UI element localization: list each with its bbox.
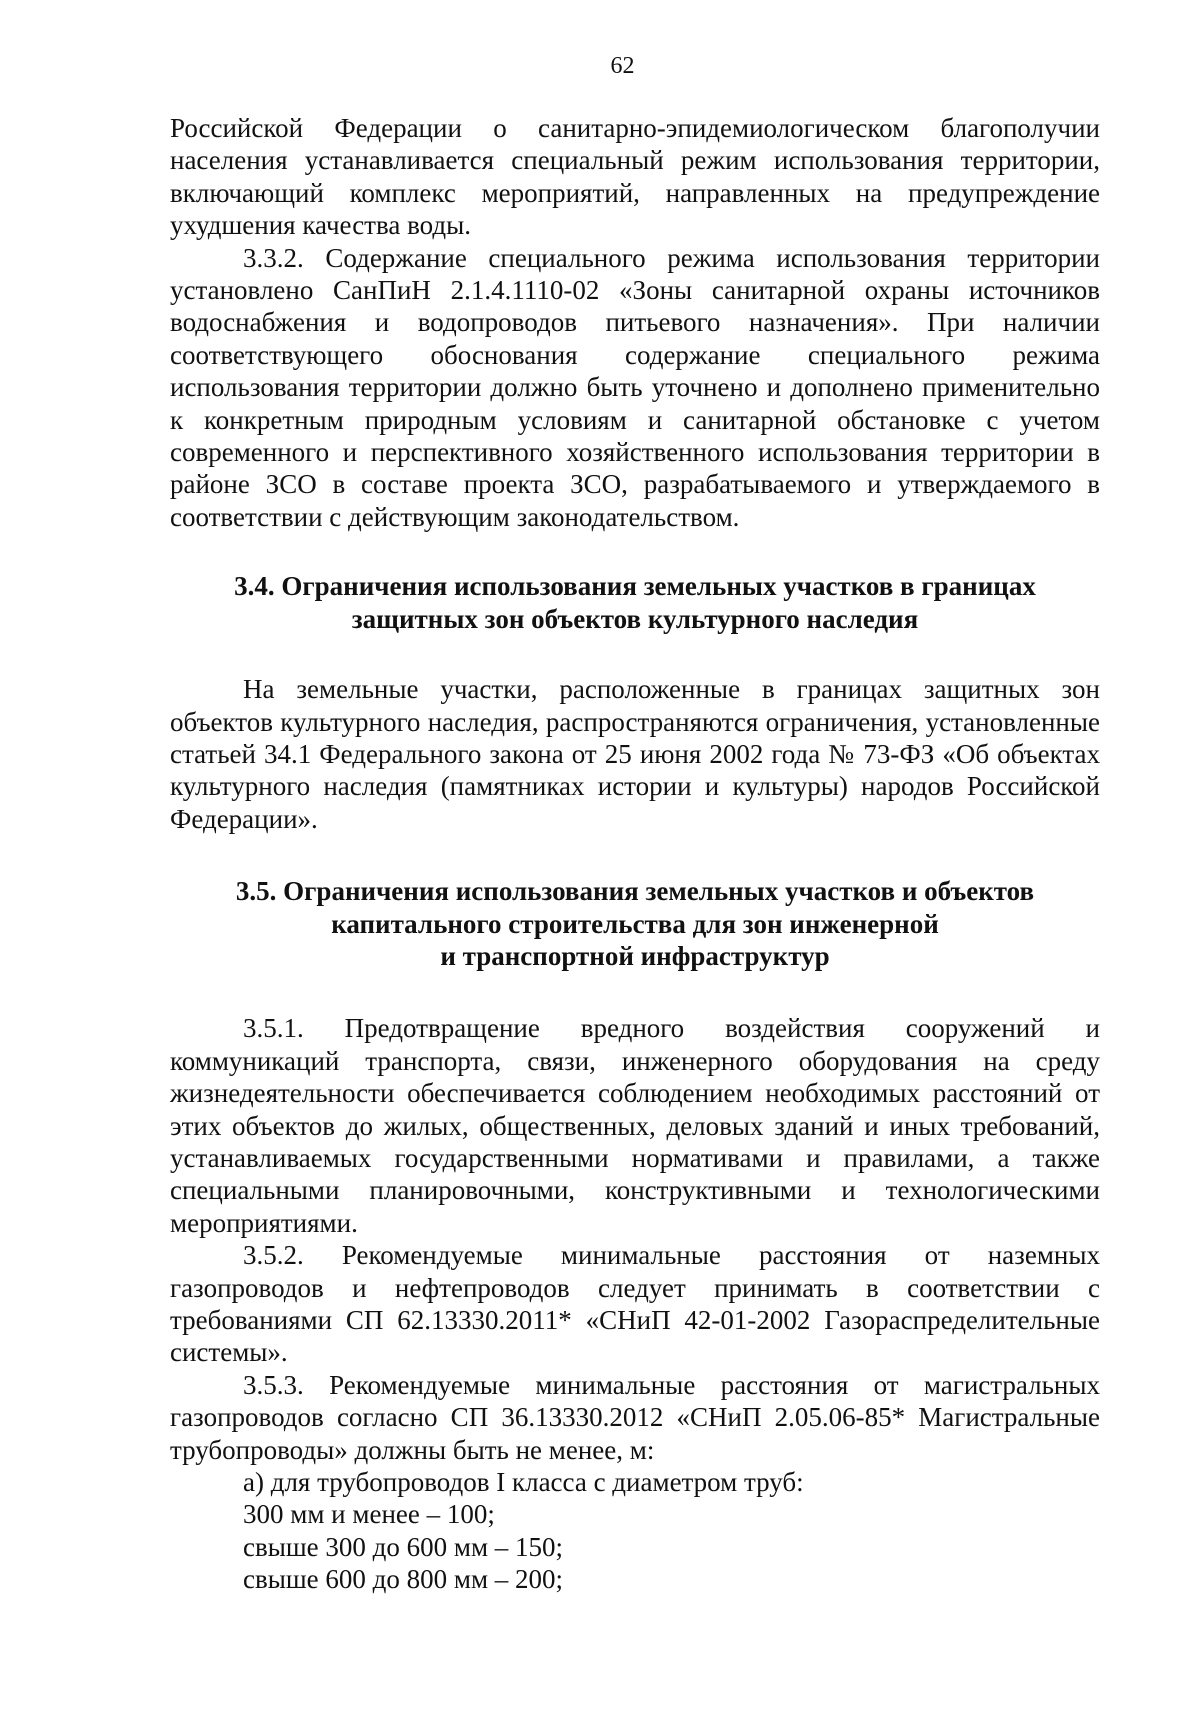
paragraph-3-5-3: 3.5.3. Рекомендуемые минимальные расстояния от магистральных газопроводов согласно СП 36.13330.2012 «СНиП 2.05.06-85* Магистральные трубопроводы» должны быть не менее, м: — [170, 1369, 1100, 1465]
heading-3-5-line-3: и транспортной инфраструктур — [440, 940, 830, 971]
paragraph-3-5-2: 3.5.2. Рекомендуемые минимальные расстояния от наземных газопроводов и нефтепроводов следует принимать в соответствии с требованиями СП 62.13330.2011* «СНиП 42-01-2002 Газораспределительные системы». — [170, 1240, 1100, 1368]
heading-3-4-line-2: защитных зон объектов культурного наследия — [351, 603, 919, 634]
heading-3-5-line-2: капитального строительства для зон инженерной — [331, 908, 939, 939]
section-heading-3-4 — [170, 570, 1100, 635]
page-content — [170, 112, 1100, 1596]
list-item: 300 мм и менее – 100; — [243, 1499, 495, 1530]
list-item: свыше 300 до 600 мм – 150; — [243, 1531, 564, 1562]
paragraph-3-5-1: 3.5.1. Предотвращение вредного воздействия сооружений и коммуникаций транспорта, связи, инженерного оборудования на среду жизнедеятельности обеспечивается соблюдением необходимых расстояний от этих объектов до жилых, общественных, деловых зданий и иных требований, устанавливаемых государственными нормативами и правилами, а также специальными планировочными, конструктивными и технологическими мероприятиями. — [170, 1013, 1100, 1238]
list-item: а) для трубопроводов I класса с диаметром труб: — [243, 1467, 804, 1498]
heading-3-5-line-1: 3.5. Ограничения использования земельных участков и объектов — [235, 876, 1035, 907]
paragraph-3-3-2: 3.3.2. Содержание специального режима использования территории установлено СанПиН 2.1.4.1110-02 «Зоны санитарной охраны источников водоснабжения и водопроводов питьевого назначения». При наличии соответствующего обоснования содержание специального режима использования территории должно быть уточнено и дополнено применительно к конкретным природным условиям и санитарной обстановке с учетом современного и перспективного хозяйственного использования территории в районе ЗСО в составе проекта ЗСО, разрабатываемого и утверждаемого в соответствии с действующим законодательством. — [170, 242, 1100, 532]
page-number: 62 — [610, 53, 635, 79]
heading-3-4-line-1: 3.4. Ограничения использования земельных участков в границах — [234, 571, 1036, 602]
list-item: свыше 600 до 800 мм – 200; — [243, 1564, 564, 1595]
paragraph-intro: Российской Федерации о санитарно-эпидемиологическом благополучии населения устанавливается специальный режим использования территории, включающий комплекс мероприятий, направленных на предупреждение ухудшения качества воды. — [170, 113, 1100, 241]
paragraph-3-4: На земельные участки, расположенные в границах защитных зон объектов культурного наследия, распространяются ограничения, установленные статьей 34.1 Федерального закона от 25 июня 2002 года № 73-ФЗ «Об объектах культурного наследия (памятниках истории и культуры) народов Российской Федерации». — [170, 674, 1100, 834]
section-heading-3-5 — [170, 875, 1100, 972]
